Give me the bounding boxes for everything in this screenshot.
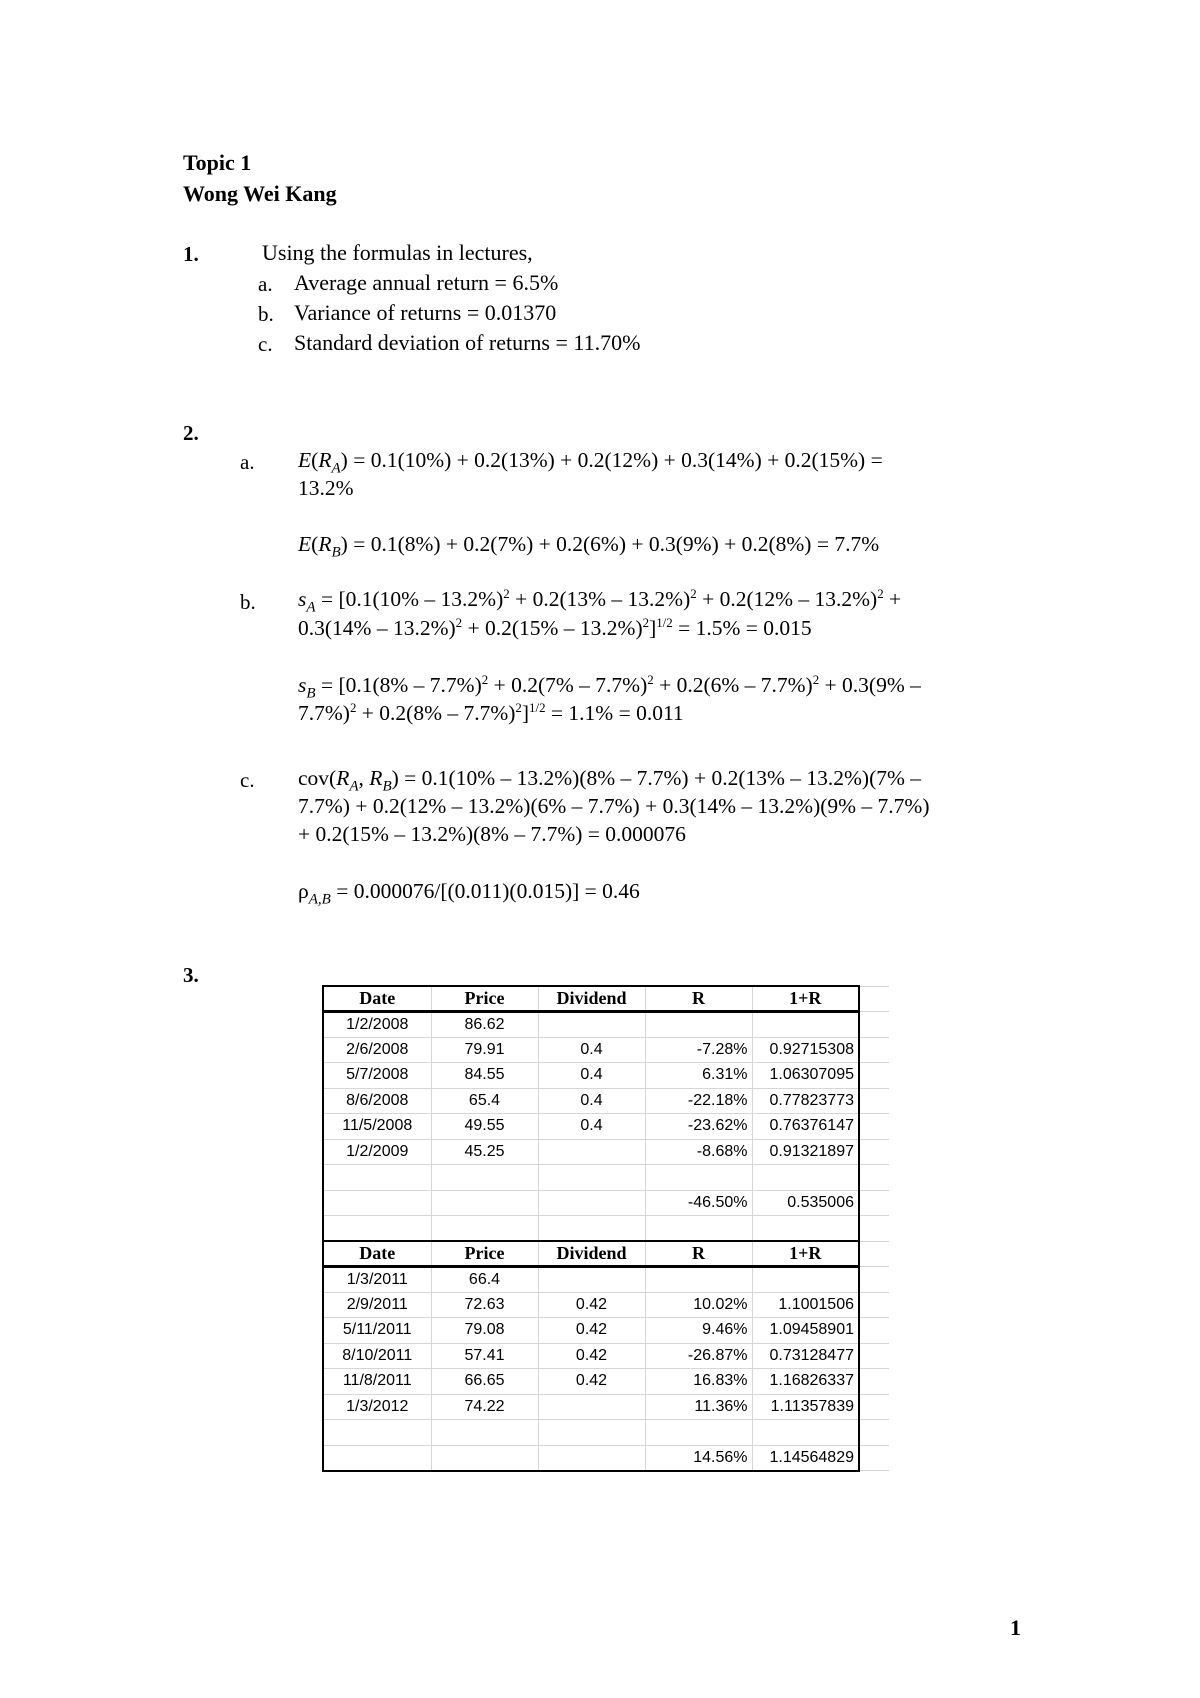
cell-r xyxy=(645,1267,752,1293)
q1-item-c-letter: c. xyxy=(258,332,273,356)
question-1-number: 1. xyxy=(183,242,199,266)
cell-r: 9.46% xyxy=(645,1318,752,1344)
q2-part-a-letter: a. xyxy=(240,450,255,474)
cell-date: 2/9/2011 xyxy=(323,1292,431,1318)
cell-1-plus-r: 1.1001506 xyxy=(752,1292,859,1318)
cell-date: 2/6/2008 xyxy=(323,1037,431,1063)
returns-spreadsheet xyxy=(322,985,889,1472)
table2-header-row xyxy=(323,1241,889,1267)
page-number: 1 xyxy=(1010,1615,1021,1640)
total-1-plus-r: 1.14564829 xyxy=(752,1445,859,1471)
cell-1-plus-r: 1.16826337 xyxy=(752,1369,859,1395)
table-row-empty xyxy=(323,1165,889,1191)
cell-price: 79.91 xyxy=(431,1037,538,1063)
cell-price: 65.4 xyxy=(431,1088,538,1114)
col-header-1-plus-r: 1+R xyxy=(752,986,859,1012)
doc-author: Wong Wei Kang xyxy=(183,181,337,206)
cell-1-plus-r: 0.91321897 xyxy=(752,1139,859,1165)
question-1-intro: Using the formulas in lectures, xyxy=(262,240,533,265)
col-header-price: Price xyxy=(431,986,538,1012)
cell-dividend xyxy=(538,1267,645,1293)
cell-price: 86.62 xyxy=(431,1012,538,1038)
cell-r: 11.36% xyxy=(645,1394,752,1420)
q2-expected-return-a-result: 13.2% xyxy=(298,476,354,500)
cell-r: 10.02% xyxy=(645,1292,752,1318)
cell-1-plus-r: 1.11357839 xyxy=(752,1394,859,1420)
cell-r: -22.18% xyxy=(645,1088,752,1114)
cell-price: 72.63 xyxy=(431,1292,538,1318)
q2-covariance-line2: 7.7%) + 0.2(12% – 13.2%)(6% – 7.7%) + 0.3(14% – 13.2%)(9% – 7.7%) xyxy=(298,794,930,818)
table-row-empty xyxy=(323,1420,889,1446)
cell-price: 49.55 xyxy=(431,1114,538,1140)
doc-title: Topic 1 xyxy=(183,150,252,175)
total-1-plus-r: 0.535006 xyxy=(752,1190,859,1216)
table-row-empty xyxy=(323,1216,889,1242)
cell-1-plus-r: 0.76376147 xyxy=(752,1114,859,1140)
q2-std-dev-a-line1: $s_A = [0.1(10\% - 13.2\%)^2 + 0.2(13\% - 13.2\%)^2 + 0.2(12\% - 13.2\%)^2$ + xyxy=(298,586,902,616)
cell-1-plus-r: 0.92715308 xyxy=(752,1037,859,1063)
col-header-dividend: Dividend xyxy=(538,1241,645,1267)
q2-std-dev-b-line2: 7.7%)$^2$ + 0.2(8% – 7.7%)$^2$]$^{1/2}$ = 1.1% = 0.011 xyxy=(298,700,684,725)
table-row xyxy=(323,1114,889,1140)
cell-dividend: 0.4 xyxy=(538,1037,645,1063)
q1-item-b: Variance of returns = 0.01370 xyxy=(294,300,557,325)
table-row xyxy=(323,1292,889,1318)
cell-dividend: 0.4 xyxy=(538,1063,645,1089)
table-row xyxy=(323,1343,889,1369)
question-3-number: 3. xyxy=(183,963,199,987)
cell-date: 1/3/2012 xyxy=(323,1394,431,1420)
col-header-date: Date xyxy=(323,1241,431,1267)
cell-1-plus-r: 1.09458901 xyxy=(752,1318,859,1344)
cell-date: 5/7/2008 xyxy=(323,1063,431,1089)
cell-dividend: 0.42 xyxy=(538,1318,645,1344)
cell-dividend: 0.4 xyxy=(538,1114,645,1140)
table1-header-row xyxy=(323,986,889,1012)
cell-r: -8.68% xyxy=(645,1139,752,1165)
cell-date: 11/8/2011 xyxy=(323,1369,431,1395)
cell-dividend: 0.4 xyxy=(538,1088,645,1114)
q2-part-c-letter: c. xyxy=(240,768,255,792)
cell-date: 1/2/2009 xyxy=(323,1139,431,1165)
table-row xyxy=(323,1063,889,1089)
cell-r: -7.28% xyxy=(645,1037,752,1063)
table-row xyxy=(323,1318,889,1344)
table2-total-row xyxy=(323,1445,889,1471)
q2-correlation: $\rho_{A,B} = 0.000076/[(0.011)(0.015)] = 0.46$ xyxy=(298,879,640,908)
q1-item-a-letter: a. xyxy=(258,272,273,296)
q2-part-b-letter: b. xyxy=(240,590,256,614)
cell-dividend xyxy=(538,1394,645,1420)
question-2-number: 2. xyxy=(183,421,199,445)
cell-dividend: 0.42 xyxy=(538,1369,645,1395)
cell-price: 66.65 xyxy=(431,1369,538,1395)
table-row xyxy=(323,1088,889,1114)
q2-covariance-line3: + 0.2(15% – 13.2%)(8% – 7.7%) = 0.000076 xyxy=(298,822,686,846)
table-row xyxy=(323,1394,889,1420)
cell-1-plus-r: 0.77823773 xyxy=(752,1088,859,1114)
cell-r: 16.83% xyxy=(645,1369,752,1395)
cell-r: -23.62% xyxy=(645,1114,752,1140)
cell-date: 8/6/2008 xyxy=(323,1088,431,1114)
q2-expected-return-b: $E(R_B) = 0.1(8\%) + 0.2(7\%) + 0.2(6\%) + 0.3(9\%) + 0.2(8\%) = 7.7\%$ xyxy=(298,532,880,561)
cell-date: 1/3/2011 xyxy=(323,1267,431,1293)
col-header-price: Price xyxy=(431,1241,538,1267)
cell-price: 74.22 xyxy=(431,1394,538,1420)
cell-price: 57.41 xyxy=(431,1343,538,1369)
col-header-1-plus-r: 1+R xyxy=(752,1241,859,1267)
cell-date: 5/11/2011 xyxy=(323,1318,431,1344)
cell-1-plus-r xyxy=(752,1012,859,1038)
cell-price: 84.55 xyxy=(431,1063,538,1089)
cell-r xyxy=(645,1012,752,1038)
cell-price: 66.4 xyxy=(431,1267,538,1293)
cell-r: -26.87% xyxy=(645,1343,752,1369)
cell-1-plus-r: 0.73128477 xyxy=(752,1343,859,1369)
cell-price: 45.25 xyxy=(431,1139,538,1165)
cell-dividend xyxy=(538,1012,645,1038)
q2-std-dev-a-line2: 0.3(14% – 13.2%)$^2$ + 0.2(15% – 13.2%)$^2$]$^{1/2}$ = 1.5% = 0.015 xyxy=(298,615,812,640)
table-row xyxy=(323,1037,889,1063)
col-header-dividend: Dividend xyxy=(538,986,645,1012)
q1-item-c: Standard deviation of returns = 11.70% xyxy=(294,330,641,355)
table-row xyxy=(323,1012,889,1038)
cell-dividend: 0.42 xyxy=(538,1343,645,1369)
table-row xyxy=(323,1139,889,1165)
table1-total-row xyxy=(323,1190,889,1216)
cell-date: 1/2/2008 xyxy=(323,1012,431,1038)
cell-dividend xyxy=(538,1139,645,1165)
cell-1-plus-r: 1.06307095 xyxy=(752,1063,859,1089)
cell-1-plus-r xyxy=(752,1267,859,1293)
table-row xyxy=(323,1369,889,1395)
total-r: 14.56% xyxy=(645,1445,752,1471)
total-r: -46.50% xyxy=(645,1190,752,1216)
q2-std-dev-b-line1: $s_B = [0.1(8\% - 7.7\%)^2 + 0.2(7\% - 7.7\%)^2 + 0.2(6\% - 7.7\%)^2 + 0.3(9\%$ – xyxy=(298,672,921,702)
cell-date: 8/10/2011 xyxy=(323,1343,431,1369)
col-header-r: R xyxy=(645,1241,752,1267)
cell-r: 6.31% xyxy=(645,1063,752,1089)
cell-dividend: 0.42 xyxy=(538,1292,645,1318)
col-header-date: Date xyxy=(323,986,431,1012)
cell-price: 79.08 xyxy=(431,1318,538,1344)
q2-covariance-line1: $cov(R_A$, $R_B) = 0.1(10\% - 13.2\%)(8\% - 7.7\%) + 0.2(13\% - 13.2\%)(7\%$ – xyxy=(298,766,922,795)
q2-expected-return-a: $E(R_A) = 0.1(10\%) + 0.2(13\%) + 0.2(12\%) + 0.3(14\%) + 0.2(15\%)$ = xyxy=(298,448,883,477)
table-row xyxy=(323,1267,889,1293)
q1-item-a: Average annual return = 6.5% xyxy=(294,270,559,295)
cell-date: 11/5/2008 xyxy=(323,1114,431,1140)
col-header-r: R xyxy=(645,986,752,1012)
q1-item-b-letter: b. xyxy=(258,302,274,326)
